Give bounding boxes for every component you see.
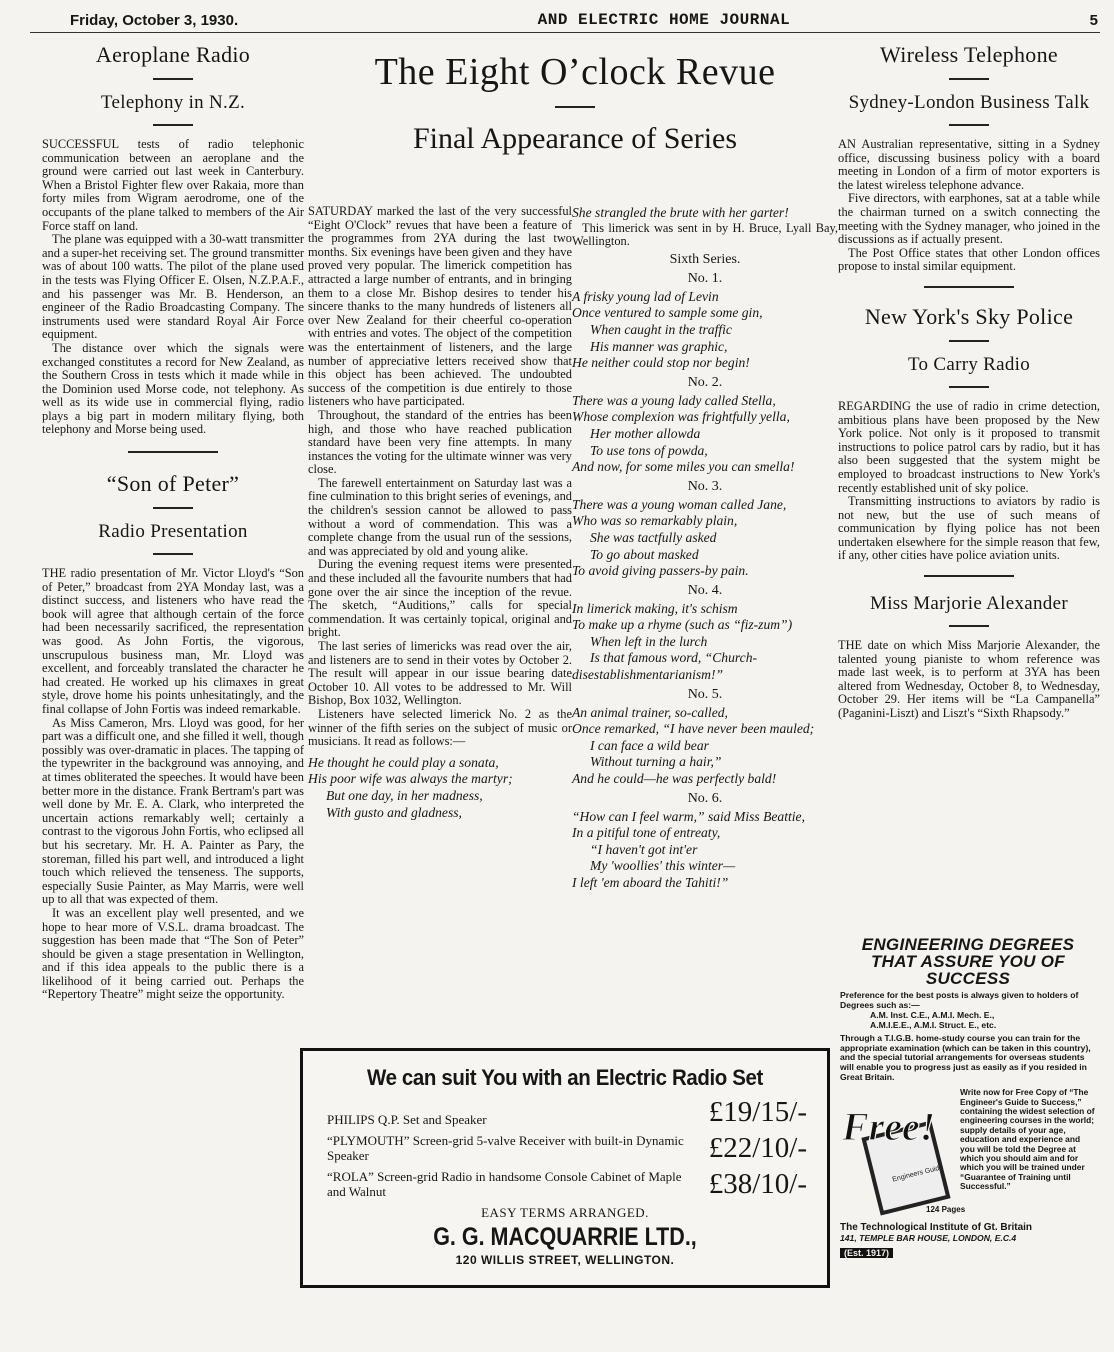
son-title: “Son of Peter” [106,471,240,497]
paragraph: SATURDAY marked the last of the very successful “Eight O'Clock” revues that have been a feature of the programmes from 2YA during the last two months. Six evenings have been given and they have proved very popular. The limerick competition has attracted a large number of entrants, and in bringing them to a close Mr. Bishop desires to tender his sincere thanks to the many hundreds of listeners all over New Zealand for their cheerful co-operation with entries and votes. The object of the competition was the entertainment of listeners, and the large number of appreciative letters received show that this object has been achieved. The undoubted success of the competition is due entirely to those listeners who have participated. [308,204,572,409]
ad-headline: We can suit You with an Electric Radio Set [367,1065,763,1090]
verse-line: In a pitiful tone of entreaty, [572,825,721,841]
ad-item-price: £19/15/- [708,1096,807,1128]
verse-line: In limerick making, it's schism [572,600,738,616]
aero-article [42,138,304,437]
verse-line: Once ventured to sample some gin, [572,305,763,321]
eng-headline: ENGINEERING DEGREES THAT ASSURE YOU OF SUCCESS [861,935,1075,988]
limerick-credit: This limerick was sent in by H. Bruce, Lyall Bay, Wellington. [572,220,838,249]
limerick-number: No. 1. [687,270,723,286]
divider [949,386,989,388]
verse-line: To make up a rhyme (such as “fiz-zum”) [572,617,793,633]
winning-limerick [308,755,572,821]
pages-label: 124 Pages [926,1205,966,1215]
eng-degree-line: A.M.I.E.E., A.M.I. Struct. E., etc. [870,1020,997,1031]
limerick [572,497,838,580]
divider [924,286,1014,288]
paragraph: The last series of limericks was read over the air, and listeners are to send in their votes by October 2. The result will appear in our issue bearing date October 10. All votes to be addressed to Mr. Will Bishop, Box 1032, Wellington. [308,639,572,708]
paragraph: The Post Office states that other London offices propose to instal similar equipment. [838,245,1100,274]
verse-line: “I haven't got int'er [590,841,698,857]
verse-line: “How can I feel warm,” said Miss Beattie, [572,808,805,824]
paragraph: The farewell entertainment on Saturday last was a fine culmination to this bright series of evenings, and the children's session cannot be allowed to pass without a word of commendation. This was a complete change from the usual run of the sessions, and was appreciated by old and young alike. [308,475,572,558]
paragraph: Throughout, the standard of the entries has been high, and those who have reached publication standard have been very fine attempts. In many instances the voting for the ultimate winner was very close. [308,407,572,477]
verse-line: His manner was graphic, [590,338,728,354]
ma-title: Miss Marjorie Alexander [870,593,1068,615]
aero-subtitle: Telephony in N.Z. [100,92,246,113]
ad-item [327,1169,807,1199]
divider [153,553,193,555]
verse-line: My 'woollies' this winter— [590,858,736,874]
limerick-list [572,271,838,892]
paragraph: Listeners have selected limerick No. 2 as the winner of the fifth series on the subject of music or musicians. It read as follows:— [308,706,572,749]
free-book-illustration [840,1088,966,1216]
paragraph: As Miss Cameron, Mrs. Lloyd was good, for her part was a difficult one, and she filled it well, though possibly was over-dramatic in places. The tapping of the typewriter in the background was annoying, and at times obliterated the speeches. It would have been better more in the distance. Frank Bertram's part was well done by Mr. E. A. Clark, who interpreted the uncertain actions remarkably well; certainly a contrast to the vigorous John Fortis, who eclipsed all but his secretary. Mr. H. A. Painter as Pary, the storeman, filled his part well, and introduced a light touch which relieved the tenseness. The supports, especially Susie Painter, as May Marris, were well up to all that was expected of them. [42,715,305,907]
paragraph: It was an excellent play well presented, and we hope to hear more of V.S.L. drama broadcast. The suggestion has been made that “The Son of Peter” should be given a stage presentation in Wellington, and if this idea appeals to the public there is a likelihood of it being carried out. Perhaps the “Repertory Theatre” might seize the opportunity. [42,905,304,1002]
limerick-number: No. 2. [687,374,723,390]
verse-line: Once remarked, “I have never been mauled; [572,721,815,737]
divider [153,507,193,509]
limerick [572,705,838,788]
verse-line: Who was so remarkably plain, [572,513,738,529]
verse-line: There was a young lady called Stella, [572,392,776,408]
book-title: Engineers Guide [891,1164,944,1184]
divider [949,78,989,80]
limerick [572,601,838,684]
engineering-advertisement [840,936,1096,1294]
wt-subtitle: Sydney-London Business Talk [848,92,1090,113]
book-icon [840,1088,966,1216]
verse-line: But one day, in her madness, [326,787,483,803]
ny-subtitle: To Carry Radio [907,353,1031,375]
verse-line: His poor wife was always the martyr; [308,771,513,787]
verse-line: To avoid giving passers-by pain. [572,563,749,579]
eng-established: (Est. 1917) [840,1248,893,1258]
limerick-column [572,205,838,1045]
verse-line: A frisky young lad of Levin [572,288,719,304]
verse-line: I left 'em aboard the Tahiti!” [572,875,729,890]
verse-line: He neither could stop nor begin! [572,355,750,371]
paragraph: REGARDING the use of radio in crime detection, ambitious plans have been proposed by the New York police. Not only is it proposed to transmit instructions to police patrol cars by radio, but it has also been suggested that the system might be employed to broadcast instructions to New York's recently established unit of sky police. [838,398,1100,495]
wt-article [838,138,1100,274]
verse-line: She strangled the brute with her garter! [572,205,789,220]
divider [924,575,1014,577]
verse-line: There was a young woman called Jane, [572,496,787,512]
eng-address: 141, TEMPLE BAR HOUSE, LONDON, E.C.4 [840,1233,1017,1244]
verse-line: To go about masked [590,546,699,562]
divider [128,451,218,453]
revue-title: The Eight O’clock Revue [374,51,776,93]
ny-title: New York's Sky Police [864,303,1074,329]
eng-write-now: Write now for Free Copy of “The Engineer's Guide to Success,” containing the widest selection of engineering courses in the world; supply details of your age, education and experience and you will be told the Degree at which you should aim and for which you will be trained under “Guarantee of Training until Successful.” [960,1087,1095,1192]
limerick-number: No. 6. [687,790,723,806]
verse-line: With gusto and gladness, [326,804,462,820]
divider [949,124,989,126]
divider [153,78,193,80]
divider [949,340,989,342]
ad-terms: EASY TERMS ARRANGED. [481,1205,649,1220]
eng-preference: Preference for the best posts is always given to holders of Degrees such as:— [840,990,1079,1010]
son-article [42,567,304,1002]
ad-item [327,1097,807,1127]
ad-item-label: PHILIPS Q.P. Set and Speaker [327,1112,487,1127]
verse-line: And he could—he was perfectly bald! [572,771,777,787]
paragraph: THE date on which Miss Marjorie Alexander, the talented young pianiste to whom reference was made last week, is to perform at 3YA has been altered from Wednesday, October 8, to Wednesday, October 29. Her items will be “La Campanella” (Paganini-Liszt) and Liszt's “Sixth Rhapsody.” [838,638,1100,721]
limerick-number: No. 4. [687,582,723,598]
ad-item-price: £22/10/- [708,1132,807,1164]
column-right [838,38,1100,933]
winning-limerick-end [572,205,838,222]
limerick-number: No. 5. [687,686,723,702]
aero-title: Aeroplane Radio [95,42,251,67]
wt-title: Wireless Telephone [880,42,1058,67]
son-subtitle: Radio Presentation [98,521,248,543]
page-number: 5 [1089,11,1098,29]
column-left [42,38,304,1350]
paragraph: SUCCESSFUL tests of radio telephonic communication between an aeroplane and the ground were carried out last week in Canterbury. When a Bristol Fighter flew over Rakaia, more than forty miles from Wigram aerodrome, one of the occupants of the plane talked to members of the Air Force staff on land. [42,137,304,233]
verse-line: And now, for some miles you can smella! [572,459,795,475]
limerick [572,289,838,372]
eng-institute: The Technological Institute of Gt. Britain [840,1222,1033,1234]
header-rule [30,32,1100,33]
verse-line: I can face a wild bear [590,737,709,753]
verse-line: An animal trainer, so-called, [572,704,728,720]
ad-item-label: “PLYMOUTH” Screen-grid 5-valve Receiver with built-in Dynamic Speaker [327,1133,684,1163]
verse-line: When caught in the traffic [590,321,732,337]
ny-article [838,400,1100,563]
ad-item-price: £38/10/- [708,1168,807,1200]
revue-article [308,205,572,1045]
free-word: Free! [842,1104,936,1150]
series-heading: Sixth Series. [669,251,741,267]
page-header [70,8,1098,32]
paragraph: THE radio presentation of Mr. Victor Lloyd's “Son of Peter,” broadcast from 2YA Monday last, was a distinct success, and listeners who have read the book will agree that although certain of the force had been necessarily sacrificed, the representation was good. As John Fortis, the vigorous, unscrupulous business man, Mr. Lloyd was excellent, and forceably translated the character he had created. He worked up his climaxes in great style, drove home his points unhesitatingly, and the final collapse of John Fortis was indeed remarkable. [42,566,304,716]
ad-firm-name: G. G. MACQUARRIE LTD., [433,1223,697,1251]
ad-item-label: “ROLA” Screen-grid Radio in handsome Console Cabinet of Maple and Walnut [327,1169,682,1199]
eng-through: Through a T.I.G.B. home-study course you can train for the appropriate examination (which can be taken in this country), and the special tutorial arrangements for overseas students will enable you to progress just as easily as if you resided in Great Britain. [840,1033,1091,1082]
divider [949,625,989,627]
revue-subtitle: Final Appearance of Series [412,122,738,155]
limerick [572,393,838,476]
paragraph: During the evening request items were presented and these included all the favourite numbers that had gone over the air since the inception of the revue. The sketch, “Auditions,” calls for special commendation. It was certainly topical, original and bright. [308,557,572,640]
paragraph: Transmitting instructions to aviators by radio is not new, but the use of such means of communication by flying police has not been undertaken elsewhere for the simple reason that few, if any, other cities have police aviation units. [838,494,1100,563]
verse-line: Without turning a hair,” [590,754,722,770]
verse-line: He thought he could play a sonata, [308,754,499,770]
paragraph: Five directors, with earphones, sat at a table while the chairman turned on a switch connecting the meeting with the Sydney manager, who joined in the discussions as if actually present. [838,191,1100,247]
radio-advertisement [300,1048,830,1288]
journal-name: AND ELECTRIC HOME JOURNAL [537,11,791,29]
ad-item [327,1133,807,1163]
verse-line: To use tons of powda, [590,442,708,458]
paragraph: The plane was equipped with a 30-watt transmitter and a super-het receiving set. The ground transmitter was of about 100 watts. The pilot of the plane used in the tests was Flying Officer E. Olsen, N.Z.P.A.F., and his passenger was Mr. B. Henderson, an engineer of the Radio Broadcasting Company. The instruments used were standard Royal Air Force equipment. [42,232,304,342]
verse-line: disestablishmentarianism!” [572,667,724,683]
paragraph: The distance over which the signals were exchanged constitutes a record for New Zealand, as the Southern Cross in tests which it made while in the Dominion used Morse code, not telephony. As well as its wide use in commercial flying, radio plays a big part in modern military flying, both telephony and Morse being used. [42,340,304,437]
verse-line: Her mother allowda [590,425,701,441]
ma-article [838,639,1100,721]
limerick-number: No. 3. [687,478,723,494]
divider [555,106,595,108]
column-center-heading [310,38,840,208]
paragraph: AN Australian representative, sitting in a Sydney office, discussing business policy with a board meeting in London of a firm of motor exporters is the latest wireless telephone advance. [838,137,1100,192]
limerick [572,809,838,892]
verse-line: When left in the lurch [590,633,708,649]
ad-address: 120 WILLIS STREET, WELLINGTON. [455,1253,675,1267]
eng-degree-line: A.M. Inst. C.E., A.M.I. Mech. E., [870,1010,995,1021]
verse-line: Whose complexion was frightfully yella, [572,409,790,425]
verse-line: Is that famous word, “Church- [590,650,758,666]
verse-line: She was tactfully asked [590,529,717,545]
divider [153,124,193,126]
issue-date: Friday, October 3, 1930. [70,11,239,29]
